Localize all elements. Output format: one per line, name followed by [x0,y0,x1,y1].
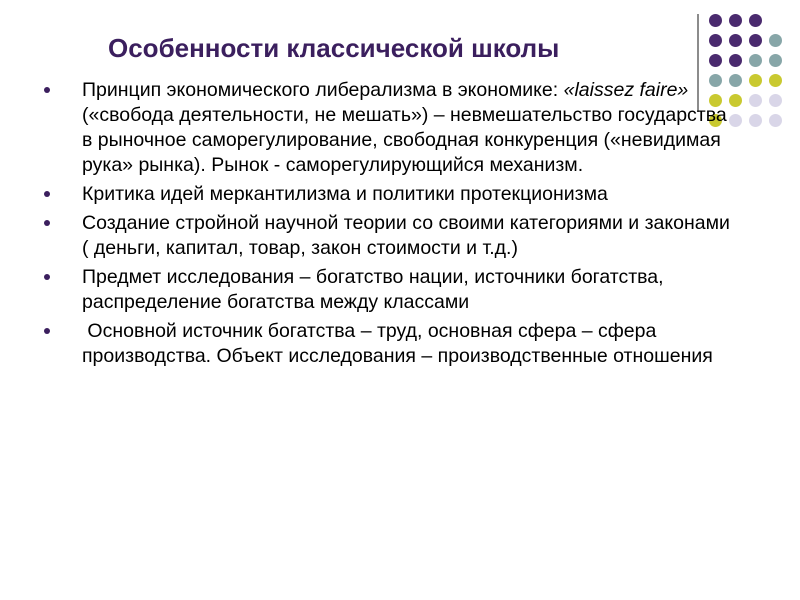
decor-dot [749,34,762,47]
decor-dot [749,114,762,127]
decor-dot [749,54,762,67]
decor-dot [729,14,742,27]
decor-dot [769,74,782,87]
bullet-rest: («свобода деятельности, не мешать») – невмешательство государства в рыночное саморегулирование, свободная конкуренция («невидимая рука» рынка). Рынок - саморегулирующийся механизм. [82,104,727,176]
bullet-dot-icon [44,191,50,197]
bullet-item [44,78,734,178]
decor-dot [769,94,782,107]
bullet-list [44,78,734,373]
decor-dot [749,74,762,87]
decor-dot [769,114,782,127]
bullet-text: Создание стройной научной теории со своими категориями и законами ( деньги, капитал, товар, закон стоимости и т.д.) [82,212,730,259]
decor-dot [749,14,762,27]
decor-dot [769,34,782,47]
decor-dot [729,54,742,67]
bullet-item [44,265,734,315]
bullet-text: Основной источник богатства – труд, основная сфера – сфера производства. Объект исследования – производственные отношения [82,320,713,367]
bullet-text [82,78,734,178]
decor-dot [749,94,762,107]
bullet-dot-icon [44,328,50,334]
decor-dot [729,34,742,47]
bullet-item [44,182,734,207]
bullet-dot-icon [44,274,50,280]
bullet-dot-icon [44,220,50,226]
decor-dot [709,34,722,47]
bullet-item [44,211,734,261]
decor-dot [709,14,722,27]
bullet-text: Критика идей меркантилизма и политики протекционизма [82,183,608,205]
decor-dot [769,54,782,67]
slide-title: Особенности классической школы [108,33,560,63]
bullet-lead: Принцип экономического либерализма в экономике: [82,79,564,101]
bullet-item [44,319,734,369]
decor-dot [709,54,722,67]
bullet-dot-icon [44,87,50,93]
bullet-italic: «laissez faire» [563,79,689,101]
bullet-text: Предмет исследования – богатство нации, источники богатства, распределение богатства между классами [82,266,664,313]
